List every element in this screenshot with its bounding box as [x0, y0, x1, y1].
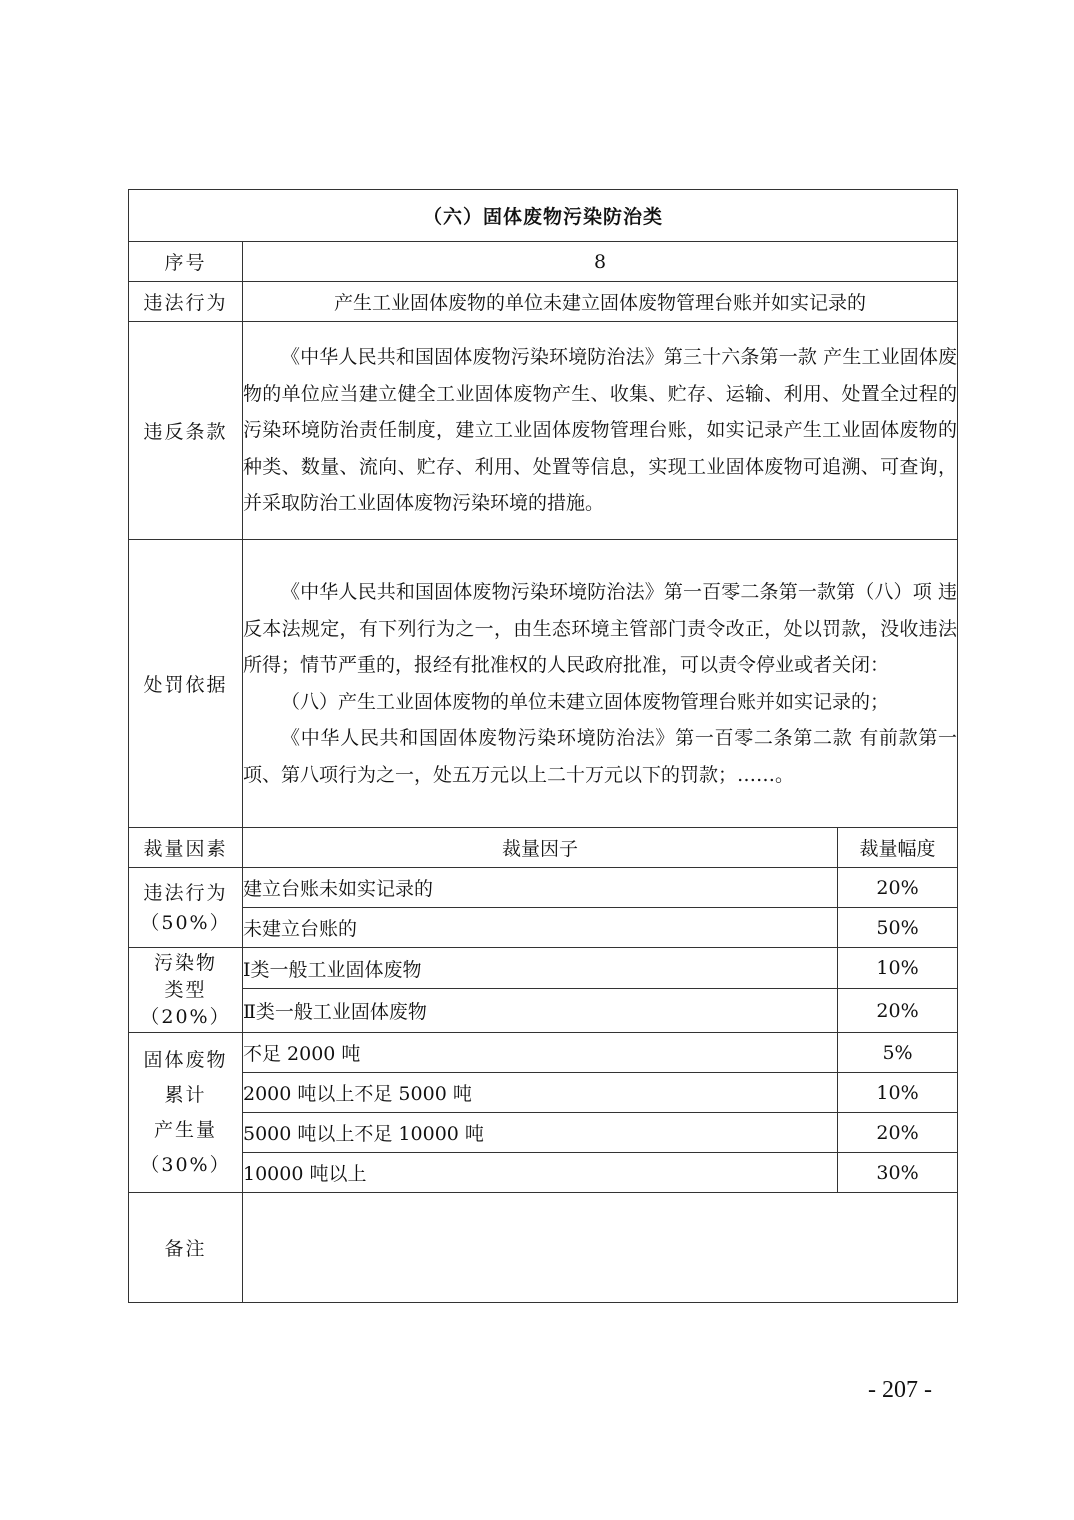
- factor-percent: 5%: [838, 1033, 958, 1073]
- penalty-discretion-table: [128, 189, 958, 1303]
- violated-clause-text: [243, 322, 958, 540]
- factor-item: 未建立台账的: [243, 908, 838, 948]
- serial-label: 序号: [129, 242, 243, 282]
- group-name-line: 产生量: [153, 1118, 217, 1141]
- penalty-paragraph-3: 《中华人民共和国固体废物污染环境防治法》第一百零二条第二款 有前款第一项、第八项行为之一，处五万元以上二十万元以下的罚款；……。: [243, 727, 958, 786]
- page-number: - 207 -: [868, 1377, 932, 1403]
- penalty-basis-label: 处罚依据: [129, 540, 243, 828]
- group-name-cumulative-output: [129, 1033, 243, 1193]
- group-name-line: 累计: [164, 1083, 207, 1106]
- factor-percent: 10%: [838, 948, 958, 989]
- factor-percent: 20%: [838, 868, 958, 908]
- factor-item: 建立台账未如实记录的: [243, 868, 838, 908]
- factor-percent: 10%: [838, 1073, 958, 1113]
- violated-paragraph: 《中华人民共和国固体废物污染环境防治法》第三十六条第一款 产生工业固体废物的单位应当建立健全工业固体废物产生、收集、贮存、运输、利用、处置全过程的污染环境防治责任制度，建立工业固体废物管理台账，如实记录产生工业固体废物的种类、数量、流向、贮存、利用、处置等信息，实现工业固体废物可追溯、可查询，并采取防治工业固体废物污染环境的措施。: [243, 346, 958, 515]
- factor-percent: 30%: [838, 1153, 958, 1193]
- violated-clause-label: 违反条款: [129, 322, 243, 540]
- group-name-line: 类型: [164, 978, 207, 1001]
- factor-item: Ⅰ类一般工业固体废物: [243, 948, 838, 989]
- group-name-line: 固体废物: [143, 1048, 228, 1071]
- discretion-item-header: 裁量因子: [243, 828, 838, 868]
- group-name-line: （50%）: [140, 911, 231, 934]
- factor-item: Ⅱ类一般工业固体废物: [243, 989, 838, 1033]
- group-name-pollutant-type: [129, 948, 243, 1033]
- group-name-line: （30%）: [140, 1153, 231, 1176]
- group-name-line: （20%）: [140, 1005, 231, 1028]
- remarks-label: 备注: [129, 1193, 243, 1303]
- factor-percent: 20%: [838, 1113, 958, 1153]
- penalty-paragraph-1: 《中华人民共和国固体废物污染环境防治法》第一百零二条第一款第（八）项 违反本法规定，有下列行为之一，由生态环境主管部门责令改正，处以罚款，没收违法所得；情节严重的，报经有批准权的人民政府批准，可以责令停业或者关闭：: [243, 581, 958, 676]
- factor-item: 不足 2000 吨: [243, 1033, 838, 1073]
- factor-percent: 20%: [838, 989, 958, 1033]
- factor-percent: 50%: [838, 908, 958, 948]
- factor-item: 10000 吨以上: [243, 1153, 838, 1193]
- behavior-value: 产生工业固体废物的单位未建立固体废物管理台账并如实记录的: [243, 282, 958, 322]
- behavior-label: 违法行为: [129, 282, 243, 322]
- group-name-line: 违法行为: [143, 881, 228, 904]
- serial-value: 8: [243, 242, 958, 282]
- group-name-behavior: [129, 868, 243, 948]
- group-name-line: 污染物: [153, 951, 217, 974]
- table-title: （六）固体废物污染防治类: [129, 190, 958, 242]
- discretion-range-header: 裁量幅度: [838, 828, 958, 868]
- penalty-basis-text: [243, 540, 958, 828]
- penalty-paragraph-2: （八）产生工业固体废物的单位未建立固体废物管理台账并如实记录的；: [281, 690, 890, 713]
- discretion-factor-header: 裁量因素: [129, 828, 243, 868]
- factor-item: 2000 吨以上不足 5000 吨: [243, 1073, 838, 1113]
- remarks-value: [243, 1193, 958, 1303]
- factor-item: 5000 吨以上不足 10000 吨: [243, 1113, 838, 1153]
